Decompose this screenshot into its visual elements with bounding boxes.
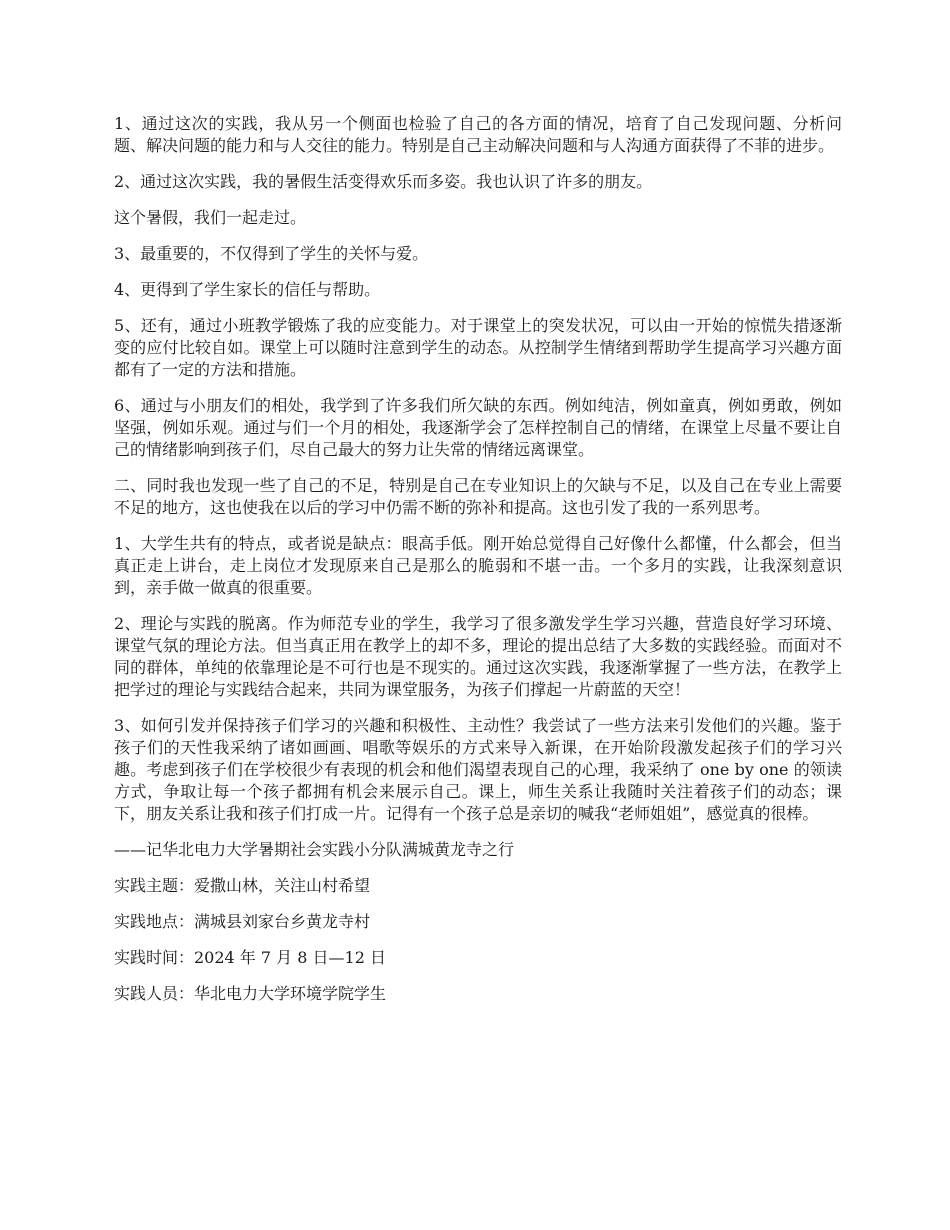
paragraph: 这个暑假，我们一起走过。 (114, 208, 307, 227)
paragraph: 二、同时我也发现一些了自己的不足，特别是自己在专业知识上的欠缺与不足，以及自己在专业上需要不足的地方，这也使我在以后的学习中仍需不断的弥补和提高。这也引发了我的一系列思考。 (114, 476, 842, 517)
paragraph: 1、大学生共有的特点，或者说是缺点：眼高手低。刚开始总觉得自己好像什么都懂，什么都会，但当真正走上讲台，走上岗位才发现原来自己是那么的脆弱和不堪一击。一个多月的实践，让我深刻意识到，亲手做一做真的很重要。 (114, 534, 842, 597)
practice-members: 实践人员：华北电力大学环境学院学生 (114, 984, 387, 1003)
practice-theme: 实践主题：爱撒山林，关注山村希望 (114, 876, 371, 895)
practice-location: 实践地点：满城县刘家台乡黄龙寺村 (114, 912, 371, 931)
paragraph: 1、通过这次的实践，我从另一个侧面也检验了自己的各方面的情况，培育了自己发现问题、分析问题、解决问题的能力和与人交往的能力。特别是自己主动解决问题和与人沟通方面获得了不菲的进步。 (114, 114, 842, 155)
paragraph: 2、通过这次实践，我的暑假生活变得欢乐而多姿。我也认识了许多的朋友。 (114, 172, 653, 191)
paragraph: 2、理论与实践的脱离。作为师范专业的学生，我学习了很多激发学生学习兴趣，营造良好学习环境、课堂气氛的理论方法。但当真正用在教学上的却不多，理论的提出总结了大多数的实践经验。而面对不同的群体，单纯的依靠理论是不可行也是不现实的。通过这次实践，我逐渐掌握了一些方法，在教学上把学过的理论与实践结合起来，共同为课堂服务，为孩子们撑起一片蔚蓝的天空！ (114, 614, 842, 699)
practice-time: 实践时间：2024 年 7 月 8 日—12 日 (114, 948, 386, 967)
paragraph: 6、通过与小朋友们的相处，我学到了许多我们所欠缺的东西。例如纯洁，例如童真，例如勇敢，例如坚强，例如乐观。通过与们一个月的相处，我逐渐学会了怎样控制自己的情绪，在课堂上尽量不要让自己的情绪影响到孩子们，尽自己最大的努力让失常的情绪远离课堂。 (114, 396, 842, 459)
paragraph: 5、还有，通过小班教学锻炼了我的应变能力。对于课堂上的突发状况，可以由一开始的惊慌失措逐渐变的应付比较自如。课堂上可以随时注意到学生的动态。从控制学生情绪到帮助学生提高学习兴趣方面都有了一定的方法和措施。 (114, 316, 842, 379)
paragraph: 3、如何引发并保持孩子们学习的兴趣和积极性、主动性？我尝试了一些方法来引发他们的兴趣。鉴于孩子们的天性我采纳了诸如画画、唱歌等娱乐的方式来导入新课，在开始阶段激发起孩子们的学习兴趣。考虑到孩子们在学校很少有表现的机会和他们渴望表现自己的心理，我采纳了 one by one 的领读方式，争取让每一个孩子都拥有机会来展示自己。课上，师生关系让我随时关注着孩子们的动态；课下，朋友关系让我和孩子们打成一片。记得有一个孩子总是亲切的喊我“老师姐姐”，感觉真的很棒。 (114, 716, 842, 823)
subtitle-line: ——记华北电力大学暑期社会实践小分队满城黄龙寺之行 (114, 840, 515, 859)
paragraph: 4、更得到了学生家长的信任与帮助。 (114, 280, 381, 299)
paragraph: 3、最重要的，不仅得到了学生的关怀与爱。 (114, 244, 429, 263)
document-body (114, 113, 842, 1019)
